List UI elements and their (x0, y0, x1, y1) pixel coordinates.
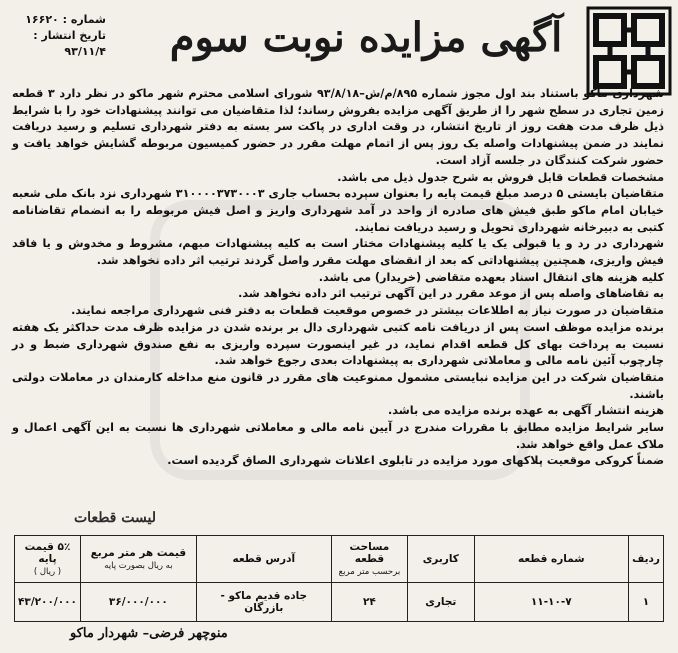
publish-date-label: تاریخ انتشار : (33, 29, 106, 42)
publish-date: ۹۳/۱۱/۴ (64, 45, 106, 58)
paragraph: شهرداری ماکو باستناد بند اول مجوز شماره ۸۹۵/م/ش–۹۳/۸/۱۸ شورای اسلامی محترم شهر ماکو در نظر دارد ۳ قطعه زمین تجاری در سطح شهر را از طریق آگهی مزایده بفروش رساند؛ لذا متقاضیان می توانند پیشنهادات خود را با شرایط ذیل ظرف مدت هفت روز از تاریخ انتشار، در وقت اداری در پاکت سر بسته به دفتر شهرداری تسلیم و رسید دریافت نمایند در ضمن پیشنهادات واصله یک روز پس از اتمام مهلت مقرر در حضور کمیسیون مربوطه گشایش خواهد یافت و حضور شرکت کنندگان در جلسه آزاد است. (12, 87, 664, 167)
cell-row-number: ۱ (629, 583, 664, 622)
cell-usage: تجاری (408, 583, 474, 622)
cell-parcel-number: ۱۱-۱۰-۷ (474, 583, 629, 622)
cell-area: ۲۴ (331, 583, 407, 622)
paragraph: شهرداری در رد و یا قبولی یک یا کلیه پیشنهادات مختار است به کلیه پیشنهادات مبهم، مشروط و مخدوش و یا فاقد فیش واریزی، همچنین پیشنهاداتی که بعد از انقضای مهلت مقرر واصل گردند ترتیب اثر داده نخواهد شد. (12, 237, 664, 268)
parcel-table (14, 535, 664, 622)
header-area: مساحت قطعه برحسب متر مربع (331, 536, 407, 583)
notice-number: شماره : ۱۶۶۲۰ (25, 13, 106, 26)
signature: منوچهر فرضی– شهردار ماکو (70, 626, 228, 641)
paragraph: برنده مزایده موظف است پس از دریافت نامه کتبی شهرداری دال بر برنده شدن در مزایده ظرف مدت حداکثر یک هفته نسبت به پرداخت بهای کل قطعه اقدام نماید، در غیر اینصورت سپرده واریزی به نفع صندوق شهرداری ضبط و در چارچوب آئین نامه مالی و معاملاتی شهرداری به پیشنهادات بعدی رجوع خواهد شد. (12, 320, 664, 368)
header-parcel-number: شماره قطعه (474, 536, 629, 583)
table-row (15, 583, 664, 622)
notice-body (12, 86, 664, 470)
header-price: قیمت هر متر مربع به ریال بصورت پایه (80, 536, 196, 583)
paragraph: متقاضیان بایستی ۵ درصد مبلغ قیمت پایه را بعنوان سپرده بحساب جاری ۳۱۰۰۰۰۳۷۳۰۰۰۳ شهرداری نزد بانک ملی شعبه خیابان امام ماکو طبق فیش های صادره از واحد در آمد شهرداری واریز و اصل فیش مربوطه را به انضمام تقاضانامه کتبی به دبیرخانه شهرداری تحویل و رسید دریافت نمایند. (12, 187, 664, 234)
cell-address: جاده قدیم ماکو - بازرگان (196, 583, 331, 622)
header-deposit: ۵٪ قیمت پایه ( ریال ) (15, 536, 81, 583)
paragraph: سایر شرایط مزایده مطابق با مقررات مندرج در آیین نامه مالی و معاملاتی شهرداری ها نسبت به این آگهی اعمال و ملاک عمل واقع خواهد شد. (12, 421, 664, 451)
municipality-logo-icon (586, 6, 672, 96)
paragraph: ضمناً کروکی موقعیت پلاکهای مورد مزایده در تابلوی اعلانات شهرداری الصاق گردیده است. (167, 454, 664, 468)
paragraph: مشخصات قطعات قابل فروش به شرح جدول ذیل می باشد. (337, 170, 664, 184)
paragraph: متقاضیان در صورت نیاز به اطلاعات بیشتر در خصوص موقعیت قطعات به دفتر فنی شهرداری مراجعه نمایند. (71, 304, 664, 318)
header-row-number: ردیف (629, 536, 664, 583)
paragraph: هزینه انتشار آگهی به عهده برنده مزایده می باشد. (388, 404, 664, 418)
parcel-list-title: لیست قطعات (74, 510, 156, 526)
paragraph: متقاضیان شرکت در این مزایده نبایستی مشمول ممنوعیت های مقرر در قانون منع مداخله کارمندان در معاملات دولتی باشند. (12, 370, 664, 401)
header-address: آدرس قطعه (196, 536, 331, 583)
page-title: آگهی مزایده نوبت سوم (169, 14, 563, 61)
table-header-row (15, 536, 664, 583)
cell-price: ۳۶/۰۰۰/۰۰۰ (80, 583, 196, 622)
notice-meta (6, 12, 106, 60)
paragraph: به تقاضاهای واصله پس از موعد مقرر در این آگهی ترتیب اثر داده نخواهد شد. (238, 287, 664, 301)
header-usage: کاربری (408, 536, 474, 583)
paragraph: کلیه هزینه های انتقال اسناد بعهده متقاضی (خریدار) می باشد. (318, 270, 664, 284)
cell-deposit: ۴۳/۲۰۰/۰۰۰ (15, 583, 81, 622)
